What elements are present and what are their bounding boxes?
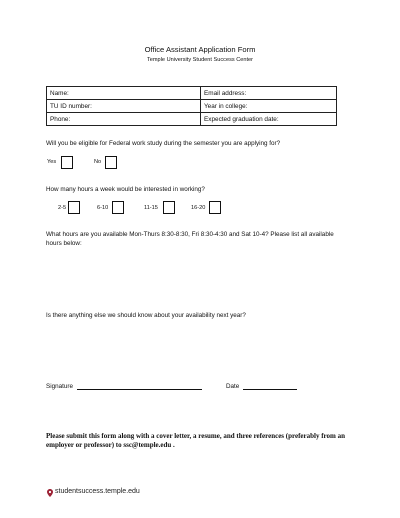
applicant-info-table — [46, 86, 337, 126]
name-field[interactable]: Name: — [47, 87, 201, 100]
yes-checkbox[interactable] — [61, 156, 73, 169]
work-study-question: Will you be eligible for Federal work study during the semester you are applying for? — [46, 140, 281, 147]
availability-question: What hours are you available Mon-Thurs 8:30-8:30, Fri 8:30-4:30 and Sat 10-4? Please list all available hours below: — [46, 231, 334, 247]
additional-availability-question: Is there anything else we should know about your availability next year? — [46, 312, 246, 319]
date-label: Date — [226, 383, 240, 390]
tu-id-field[interactable]: TU ID number: — [47, 100, 201, 113]
year-field[interactable]: Year in college: — [201, 100, 337, 113]
hours-2-5-checkbox[interactable] — [68, 201, 80, 214]
signature-label: Signature — [46, 383, 73, 390]
graduation-date-field[interactable]: Expected graduation date: — [201, 113, 337, 126]
location-pin-icon — [47, 489, 53, 497]
website-link[interactable]: studentsuccess.temple.edu — [55, 488, 140, 495]
signature-line[interactable] — [77, 389, 202, 390]
no-label: No — [94, 159, 102, 165]
form-title: Office Assistant Application Form — [144, 45, 256, 54]
hours-11-15-checkbox[interactable] — [163, 201, 175, 214]
form-subtitle: Temple University Student Success Center — [146, 57, 253, 63]
date-line[interactable] — [243, 389, 297, 390]
yes-label: Yes — [47, 159, 57, 165]
email-field[interactable]: Email address: — [201, 87, 337, 100]
hours-option-label: 11-15 — [144, 205, 158, 211]
submission-instructions: Please submit this form along with a cover letter, a resume, and three references (preferably from an employer or professor) to ssc@temple.edu . — [46, 432, 346, 449]
hours-option-label: 6-10 — [97, 205, 109, 211]
no-checkbox[interactable] — [105, 156, 117, 169]
hours-question: How many hours a week would be interested in working? — [46, 186, 205, 193]
phone-field[interactable]: Phone: — [47, 113, 201, 126]
hours-option-label: 2-5 — [58, 205, 67, 211]
hours-16-20-checkbox[interactable] — [209, 201, 221, 214]
hours-option-label: 16-20 — [191, 205, 206, 211]
hours-6-10-checkbox[interactable] — [112, 201, 124, 214]
